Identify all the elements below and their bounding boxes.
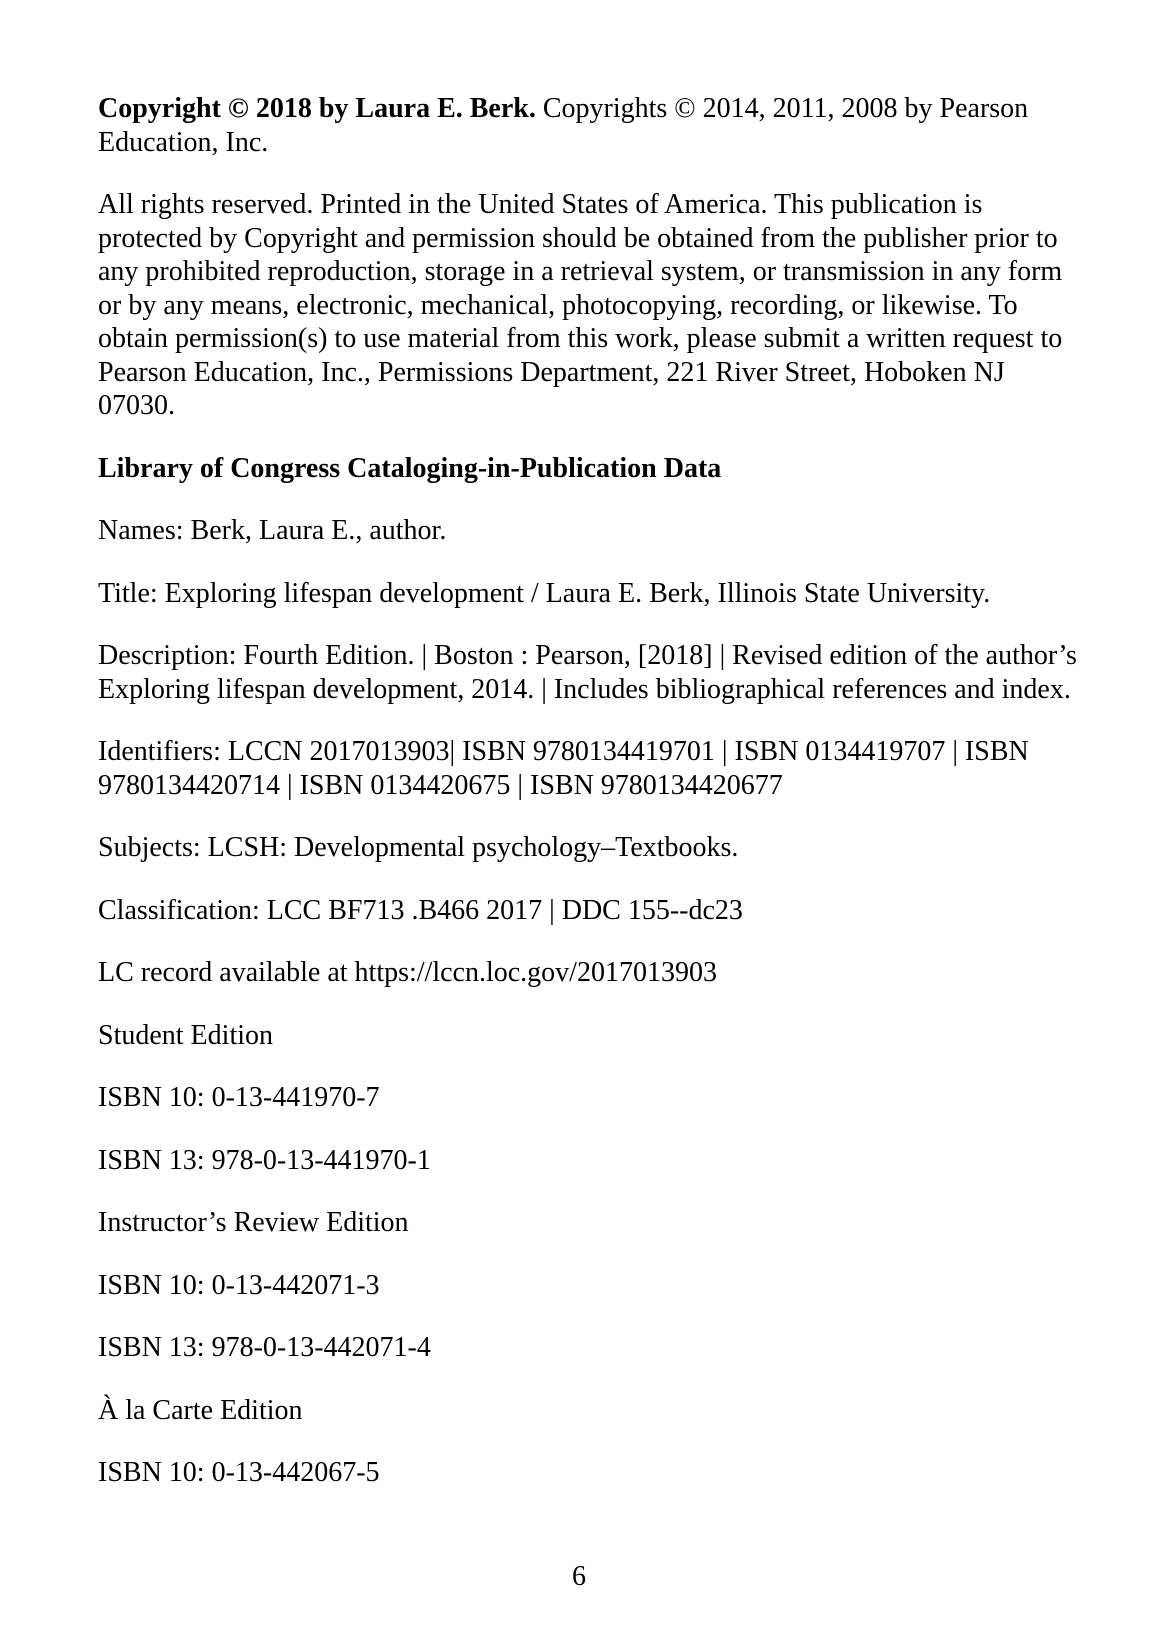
student-edition-isbn13: ISBN 13: 978-0-13-441970-1 [98,1144,431,1176]
instructor-edition-isbn10: ISBN 10: 0-13-442071-3 [98,1269,380,1301]
instructor-edition-isbn13: ISBN 13: 978-0-13-442071-4 [98,1332,431,1363]
alacarte-edition-label: À la Carte Edition [98,1394,303,1426]
page-number: 6 [572,1561,586,1592]
student-edition-isbn10: ISBN 10: 0-13-441970-7 [98,1082,380,1113]
copyright-notice [98,92,1078,159]
cip-names: Names: Berk, Laura E., author. [98,515,447,546]
cip-classification: Classification: LCC BF713 .B466 2017 | DDC 155--dc23 [98,894,743,926]
rights-statement: All rights reserved. Printed in the United States of America. This publication is protected by Copyright and permission should be obtained from the publisher prior to any prohibited reproduction, storage in a retrieval system, or transmission in any form or by any means, electronic, mechanical, photocopying, recording, or likewise. To obtain permission(s) to use material from this work, please submit a written request to Pearson Education, Inc., Permissions Department, 221 River Street, Hoboken NJ 07030. [98,189,1063,421]
cip-heading: Library of Congress Cataloging-in-Publication Data [98,452,722,484]
copyright-page [98,92,1078,1519]
cip-description: Description: Fourth Edition. | Boston : Pearson, [2018] | Revised edition of the author’s Exploring lifespan development, 2014. | Includes bibliographical references and index. [98,640,1077,705]
copyright-prior-editions: Copyrights © 2014, 2011, 2008 by Pearson Education, Inc. [98,93,1029,158]
lc-record: LC record available at https://lccn.loc.gov/2017013903 [98,957,717,988]
cip-identifiers: Identifiers: LCCN 2017013903| ISBN 9780134419701 | ISBN 0134419707 | ISBN 9780134420714 | ISBN 0134420675 | ISBN 9780134420677 [98,736,1029,801]
student-edition-label: Student Edition [98,1019,273,1051]
copyright-holder: Copyright © 2018 by Laura E. Berk. [98,93,536,124]
cip-subjects: Subjects: LCSH: Developmental psychology–Textbooks. [98,832,739,863]
cip-title: Title: Exploring lifespan development / Laura E. Berk, Illinois State University. [98,577,991,609]
alacarte-edition-isbn10: ISBN 10: 0-13-442067-5 [98,1457,380,1488]
instructor-edition-label: Instructor’s Review Edition [98,1207,409,1238]
